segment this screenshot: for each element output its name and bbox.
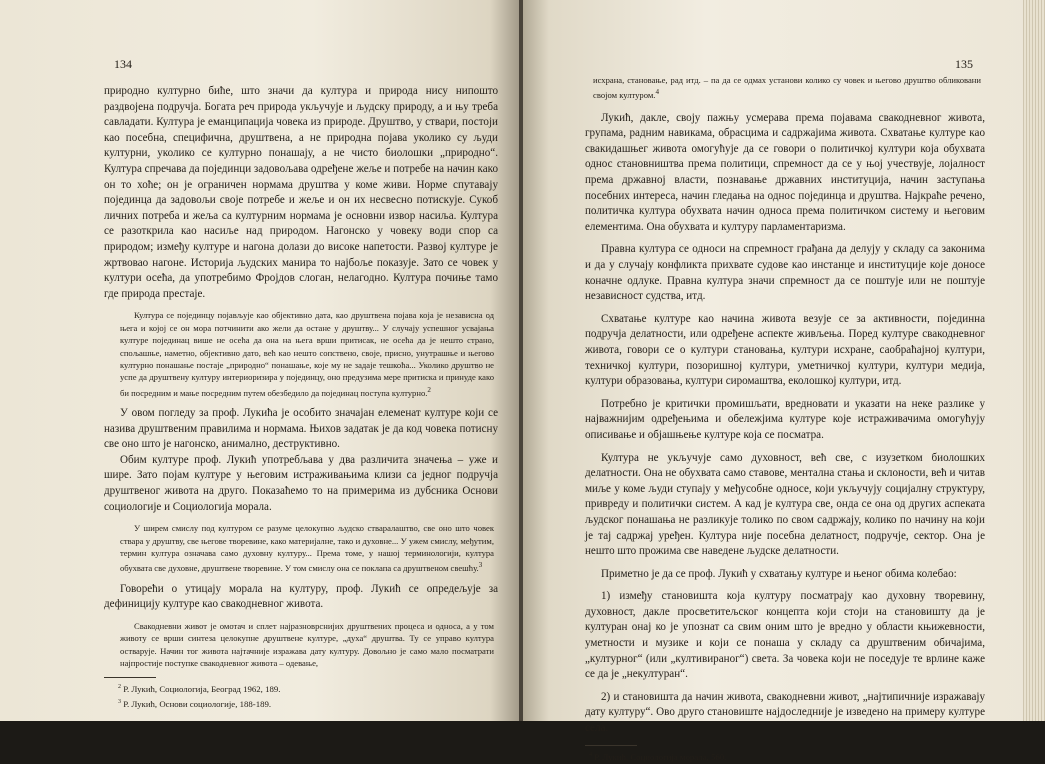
left-page <box>0 0 521 721</box>
footnote-divider <box>104 677 156 678</box>
paragraph: Лукић, дакле, своју пажњу усмерава према појавама свакодневног живота, групама, радним навикама, обрасцима и садржајима живота. Схватање културе као свакидашњег живота омогућује да се говори о политичкој култури која обухвата однос становништва према политици, спремност да се у њој учествује, лојалност према државној власти, познавање државних институција, начин заступања посебних интереса, начин гледања на однос појединца и друштва. Најкраће речено, политичка култура обухвата начин односа према политичком систему и његовим елементима. Она обухвата и културу парламентаризма. <box>585 111 985 233</box>
footnote: $^2$ Р. Лукић, Социологија, Београд 1962, 189. <box>118 684 281 695</box>
footnote-ref: 4 <box>655 88 660 97</box>
paragraph: У овом погледу за проф. Лукића је особито значајан елеменат културе који се назива друштвеним правилима и нормама. Њихов задатак је да код човека потисну све оно што је нагонско, анимално, деструктивно. <box>104 407 498 451</box>
footnote: $^4$ Р. Лукић, Социологија морала, 560. <box>589 751 727 762</box>
paragraph: Приметно је да се проф. Лукић у схватању културе и њеног обима колебао: <box>601 567 957 580</box>
right-page <box>523 0 1045 762</box>
paragraph: 2) и становишта да начин живота, свакодневни живот, „најтипичније изражавају дату културу“. Ово друго становиште најдоследније је изведено на примеру културе села. <box>585 690 985 735</box>
block-quote: Култура се појединцу појављује као објективно дата, као друштвена појава која је независна од њега и којој се он мора потчинити ако жели да остане у друштву... У случају успешног усвајања културе појединац више не осећа да она на њега врши притисак, не осећа да је нешто страно, спољашње, наметно, објективно дато, већ као нешто сопствено, своје, присно, унутрашње и његово културно понашање постаје „природно“ понашање, које му не задаје тешкоћа... Уколико друштво не успе да друштвену културу интериоризира у појединцу, оно предузима мере притиска и принуде како би посредним и мање посредним путем обезбедило да појединац поступа културно.$^2$ <box>120 310 494 398</box>
paragraph: Обим културе проф. Лукић употребљава у два различита значења – уже и шире. Зато појам културе у његовим истраживањима клизи са једног подручја друштвеног живота на друго. Показаћемо то на примерима из дубсника Основи социологије и Социологија морала. <box>104 453 498 513</box>
right-page-body <box>585 74 985 764</box>
paragraph: Култура не укључује само духовност, већ све, с изузетком биолошких делатности. Она не обухвата само ставове, ментална стања и склоности, већ и читав миље у коме људи ступају у међусобне односе, који укључују социјалну структуру, привреду и политички систем. А кад је култура све, онда се она од других аспеката људског понашања не разликује толико по свом садржају, колико по начину на који је тај садржај уређен. Култура није посебна делатност, подручје, сектор. Она је нешто што прожима све наведене људске делатности. <box>585 451 985 558</box>
block-quote-continuation: исхрана, становање, рад итд. – па да се одмах установи колико су човек и његово друштво обликовани својом културом.$^4$ <box>593 75 981 101</box>
left-page-body <box>104 84 498 711</box>
paragraph: Правна култура се односи на спремност грађана да делују у складу са законима и да у случају конфликта прихвате судове као инстанце и институције које доносе коначне одлуке. Правна култура значи спремност да се поштује или не поштује независност судства, итд. <box>585 243 985 303</box>
footnote-divider <box>585 745 637 746</box>
paragraph: Схватање културе као начина живота везује се за активности, појединна подручја делатности, или одређене аспекте живљења. Поред културе свакодневног живота, говори се о култури становања, култури исхране, саобраћајној култури, техничкој култури, позоришној култури, уметничкој култури, култури медија, култури образовања, култури сиромаштва, еколошкој култури, итд. <box>585 312 985 388</box>
footnote: $^3$ Р. Лукић, Основи социологије, 188-189. <box>118 699 272 710</box>
page-number-left: 134 <box>114 57 132 71</box>
page-edges <box>1023 0 1045 721</box>
footnote-ref: 2 <box>427 385 431 394</box>
block-quote: У ширем смислу под културом се разуме целокупно људско стваралаштво, све оно што човек ствара у друштву, све његове творевине, како материјалне, тако и духовне... У ужем смислу, међутим, термин култура означава само духовну културу... Према томе, у нашој терминологији, култура обухвата све духовне, друштвене творевине. У том смислу она се поклапа са друштвеном свешћу.$^3$ <box>120 523 494 574</box>
paragraph: 1) између становишта која културу посматрају као духовну творевину, духовност, дакле просветитељског концепта који стоји на становишту да је културан онај ко је упознат са свим оним што је вредно у области књижевности, уметности и музике и који се понаша у складу са друштвеним обичајима, „културног“ (или „култивираног“) света. За човека који не поседује те врлине каже се да је „некултуран“. <box>585 590 985 681</box>
paragraph: природно културно биће, што значи да култура и природа нису нипошто раздвојена подручја. Богата реч природа укључује и људску природу, а и њу треба савладати. Култура је еманципација човека из природе. Друштво, у ствари, постоји као посебна, специфична, друштвена, а не природна појава уколико су људи културни, уколико се културно понашају, а не чисто биолошки „природно“. Култура спречава да појединци задовољава одређене жеље и потребе на начин како он то хоће; он је ограничен нормама друштва у коме живи. Норме спутавају појединца да задовољи своје потребе и жеље и он их несвесно потискује. Сукоб личних потреба и жеља са културним нормама је основни извор насиља. Култура се разоткрила као насиље над природом. Нагонско у човеку води спор са природом; између културе и нагона долази до високе напетости. Развој културе је жртвовао нагоне. Историја људских манира то најбоље показује. Зато се човек у култури осећа, да употребимо Фројдов слоган, нелагодно. Култура почиње тамо где природа престаје. <box>104 85 498 300</box>
footnote-ref: 3 <box>478 561 483 570</box>
paragraph: Говорећи о утицају морала на културу, проф. Лукић се опредељује за дефиницију културе као свакодневног живота. <box>104 582 498 611</box>
block-quote: Свакодневни живот је омотач и сплет најразноврснијих друштвених процеса и односа, а у том животу се врши синтеза целокупне друштвене културе, „духа“ друштва. Ту се управо култура остварује. Начин тог живота најтачније изражава дату културу. Довољно је само мало посматрати најпростије поступке свакодневног живота – одевање, <box>120 620 494 669</box>
page-number-right: 135 <box>955 57 973 71</box>
paragraph: Потребно је критички промишљати, вредновати и указати на неке разлике у најважнијим одређењима и обележјима културе које истраживачима омогућују описивање и објашњење културе која се посматра. <box>585 397 985 441</box>
